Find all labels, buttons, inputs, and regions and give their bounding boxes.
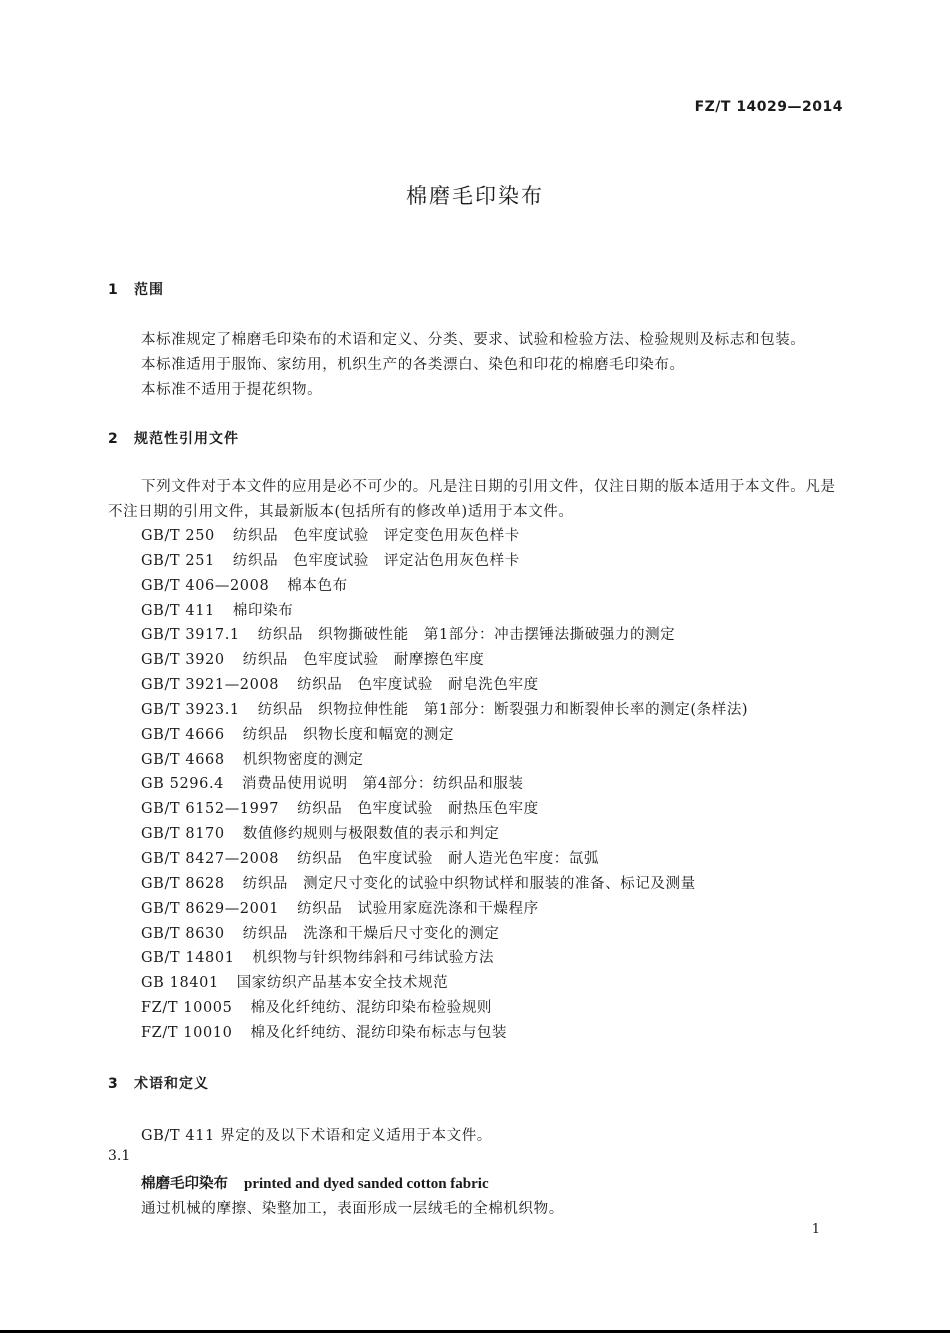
reference-title: 棉印染布 <box>232 602 294 619</box>
paragraph: 本标准不适用于提花织物。 <box>141 382 323 398</box>
reference-list <box>141 524 748 1046</box>
section-number: 3 <box>108 1076 119 1092</box>
term-definition: 通过机械的摩擦、染整加工，表面形成一层绒毛的全棉机织物。 <box>141 1201 564 1217</box>
reference-item <box>141 673 748 698</box>
reference-title: 纺织品 织物拉伸性能 第1部分：断裂强力和断裂伸长率的测定(条样法) <box>257 701 749 718</box>
reference-title: 纺织品 色牢度试验 耐热压色牢度 <box>297 801 539 818</box>
reference-code: FZ/T 10005 <box>141 1000 233 1017</box>
reference-code: GB/T 250 <box>141 528 215 544</box>
section-title: 术语和定义 <box>134 1076 209 1092</box>
reference-code: GB/T 14801 <box>141 950 235 967</box>
term-english: printed and dyed sanded cotton fabric <box>244 1176 489 1192</box>
reference-title: 纺织品 色牢度试验 评定变色用灰色样卡 <box>232 528 520 544</box>
reference-item <box>141 971 748 996</box>
term-chinese: 棉磨毛印染布 <box>141 1175 228 1192</box>
reference-code: GB/T 3921—2008 <box>141 677 280 694</box>
standard-code: FZ/T 14029—2014 <box>694 99 843 115</box>
reference-item <box>141 847 748 872</box>
page-number: 1 <box>811 1222 820 1237</box>
reference-item <box>141 549 748 574</box>
section-2-heading <box>108 428 239 448</box>
reference-code: GB/T 406—2008 <box>141 577 270 594</box>
reference-title: 棉及化纤纯纺、混纺印染布检验规则 <box>250 1000 493 1017</box>
reference-item <box>141 574 748 599</box>
reference-code: GB/T 8628 <box>141 875 225 892</box>
reference-title: 消费品使用说明 第4部分：纺织品和服装 <box>241 776 524 793</box>
reference-item <box>141 872 748 897</box>
reference-code: GB/T 3917.1 <box>141 627 240 644</box>
reference-title: 纺织品 色牢度试验 耐皂洗色牢度 <box>297 677 539 694</box>
section-title: 范围 <box>134 282 164 298</box>
reference-title: 数值修约规则与极限数值的表示和判定 <box>242 826 500 843</box>
clause-number: 3.1 <box>108 1148 131 1164</box>
reference-item <box>141 897 748 922</box>
reference-title: 国家纺织产品基本安全技术规范 <box>236 975 449 992</box>
reference-item <box>141 772 748 797</box>
reference-title: 棉本色布 <box>287 577 348 594</box>
reference-title: 纺织品 洗涤和干燥后尺寸变化的测定 <box>242 925 500 942</box>
reference-title: 纺织品 色牢度试验 评定沾色用灰色样卡 <box>232 552 520 569</box>
reference-title: 纺织品 织物撕破性能 第1部分：冲击摆锤法撕破强力的测定 <box>257 627 676 644</box>
reference-code: GB/T 6152—1997 <box>141 801 280 818</box>
term-entry <box>141 1172 489 1193</box>
reference-code: GB/T 251 <box>141 552 215 569</box>
reference-title: 纺织品 织物长度和幅宽的测定 <box>242 726 455 743</box>
reference-item <box>141 1021 748 1046</box>
reference-code: GB/T 8629—2001 <box>141 900 280 917</box>
reference-item <box>141 524 748 549</box>
reference-item <box>141 623 748 648</box>
reference-code: GB/T 4666 <box>141 726 225 743</box>
paragraph: 下列文件对于本文件的应用是必不可少的。凡是注日期的引用文件，仅注日期的版本适用于本文件。凡是不注日期的引用文件，其最新版本(包括所有的修改单)适用于本文件。 <box>108 479 836 520</box>
reference-title: 纺织品 测定尺寸变化的试验中织物试样和服装的准备、标记及测量 <box>242 875 696 892</box>
section-3-heading <box>108 1073 209 1093</box>
reference-item <box>141 996 748 1021</box>
reference-code: GB/T 3923.1 <box>141 701 240 718</box>
reference-code: GB 18401 <box>141 975 219 992</box>
reference-title: 机织物密度的测定 <box>242 751 364 768</box>
reference-item <box>141 599 748 624</box>
reference-item <box>141 822 748 847</box>
reference-code: GB/T 3920 <box>141 652 225 669</box>
section-title: 规范性引用文件 <box>134 431 239 447</box>
reference-code: GB/T 8630 <box>141 925 225 942</box>
reference-item <box>141 648 748 673</box>
section-1-heading <box>108 279 164 299</box>
reference-item <box>141 922 748 947</box>
paragraph: GB/T 411 界定的及以下术语和定义适用于本文件。 <box>141 1128 492 1144</box>
reference-title: 机织物与针织物纬斜和弓纬试验方法 <box>252 950 495 967</box>
reference-title: 纺织品 色牢度试验 耐人造光色牢度：氙弧 <box>297 850 600 867</box>
document-title: 棉磨毛印染布 <box>406 184 544 208</box>
bottom-rule <box>0 1330 950 1333</box>
reference-item <box>141 946 748 971</box>
reference-code: GB/T 8427—2008 <box>141 850 280 867</box>
reference-code: GB/T 411 <box>141 602 215 619</box>
reference-title: 棉及化纤纯纺、混纺印染布标志与包装 <box>250 1024 508 1041</box>
reference-item <box>141 748 748 773</box>
reference-code: GB/T 4668 <box>141 751 225 768</box>
section-number: 1 <box>108 282 119 298</box>
section-number: 2 <box>108 431 119 447</box>
reference-code: FZ/T 10010 <box>141 1024 233 1041</box>
paragraph: 本标准适用于服饰、家纺用，机织生产的各类漂白、染色和印花的棉磨毛印染布。 <box>141 357 685 373</box>
reference-item <box>141 723 748 748</box>
paragraph: 本标准规定了棉磨毛印染布的术语和定义、分类、要求、试验和检验方法、检验规则及标志和包装。 <box>141 332 806 348</box>
reference-code: GB/T 8170 <box>141 826 225 843</box>
reference-title: 纺织品 色牢度试验 耐摩擦色牢度 <box>242 652 485 669</box>
reference-title: 纺织品 试验用家庭洗涤和干燥程序 <box>297 900 539 917</box>
reference-item <box>141 797 748 822</box>
reference-code: GB 5296.4 <box>141 776 224 793</box>
reference-item <box>141 698 748 723</box>
